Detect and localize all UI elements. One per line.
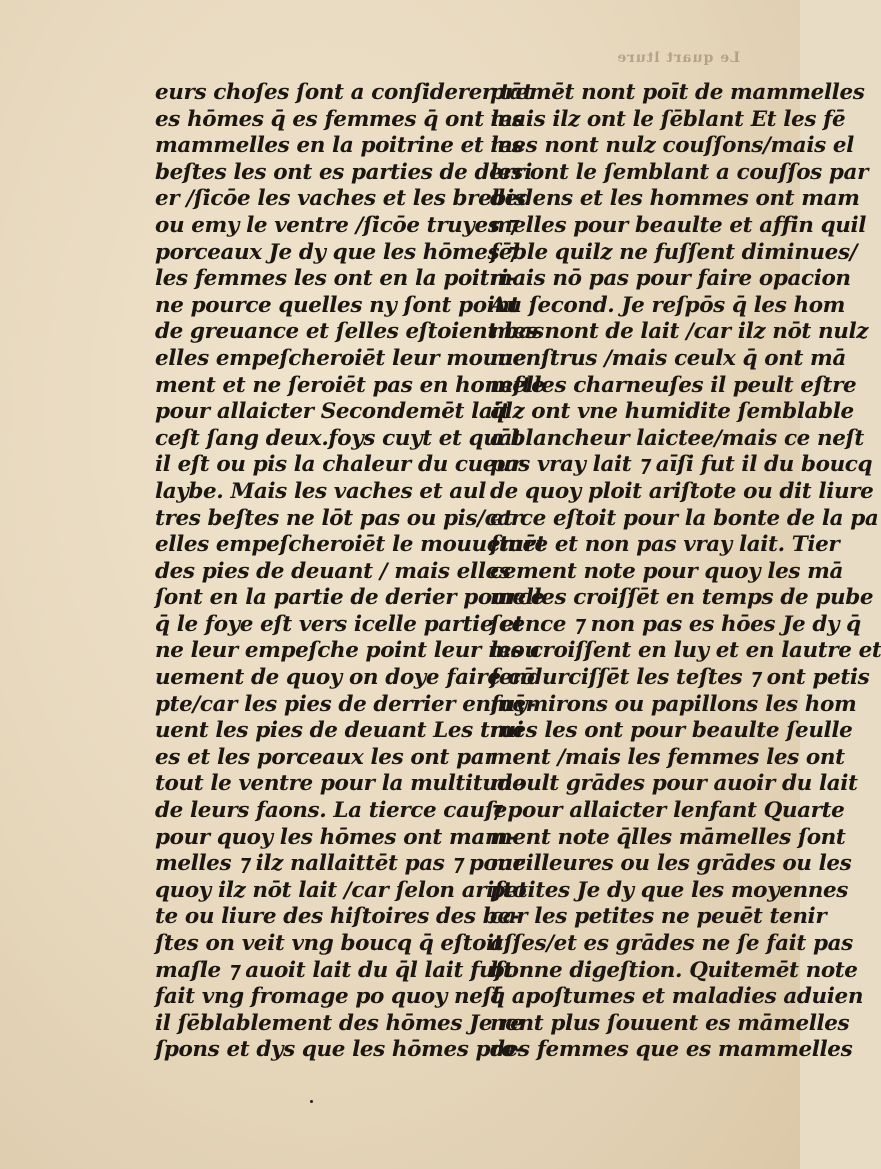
text-line: pte/car les pies de derrier enſuy- — [155, 691, 536, 717]
text-line: de greuance et ſelles eſtoient bas — [155, 319, 544, 345]
text-line: uement de quoy on doye faire cō — [155, 665, 535, 691]
text-line: ſpons et dys que les hōmes pro- — [155, 1037, 524, 1063]
text-line: ⁊ pour allaicter lenfant Quarte — [490, 798, 845, 824]
blank-lower-margin — [130, 800, 710, 1150]
text-line: ne pource quelles ny ſont point — [155, 292, 520, 318]
text-line: Au ſecond. Je reſpōs q̄ les hom — [490, 292, 846, 318]
text-line: menſtrus /mais ceulx q̄ ont mā — [490, 345, 846, 371]
text-line: tout le ventre pour la multitude — [155, 771, 526, 797]
text-line: uent les pies de deuant Les trui — [155, 718, 524, 744]
text-line: ou emy le ventre /ſicōe truyes ⁊ — [155, 212, 517, 238]
text-line: laybe. Mais les vaches et aul — [155, 478, 486, 504]
text-line: les croiſſent en luy et en lautre et — [490, 638, 881, 664]
text-line: petites Je dy que les moyennes — [490, 877, 848, 903]
text-line: es hōmes q̄ es femmes q̄ ont les — [155, 106, 524, 132]
text-line: nent plus ſouuent es māmelles — [490, 1010, 850, 1036]
text-line: mēmirons ou papillons les hom — [490, 691, 857, 717]
text-line: ſture et non pas vray lait. Tier — [490, 532, 840, 558]
text-line: melles croiſſēt en temps de pube — [490, 585, 874, 611]
text-line: q̄ le foye eſt vers icelle partie et — [155, 611, 524, 637]
text-line: car les petites ne peuēt tenir — [490, 904, 827, 930]
text-line: mais ilz ont le ſēblant Et les fē — [490, 106, 846, 132]
text-line: ment et ne ſeroiēt pas en honeſte — [155, 372, 545, 398]
text-line: pour allaicter Secondemēt lait — [155, 399, 510, 425]
text-line: es et les porceaux les ont par — [155, 744, 496, 770]
text-line: mes les ont pour beaulte ſeulle — [490, 718, 853, 744]
text-line: eurs choſes ſont a conſiderer tāt — [155, 80, 533, 105]
text-line: mes nont nulz couſſons/mais el — [490, 133, 854, 159]
text-line: des pies de deuant / mais elles — [155, 558, 511, 584]
text-line: ſcence ⁊ non pas es hōes Je dy q̄ — [490, 611, 861, 637]
text-line: maſle ⁊ auoit lait du q̄l lait fuſt — [155, 957, 513, 983]
text-line: q̄lz ont vne humidite ſemblable — [490, 399, 854, 425]
text-line: mammelles en la poitrine et les — [155, 133, 524, 159]
text-line: ſtes on veit vng boucq q̄ eſtoit — [155, 931, 504, 956]
text-line: pas vray lait ⁊ aīſi fut il du boucq — [490, 452, 873, 478]
text-line: et ce eſtoit pour la bonte de la pa — [490, 505, 879, 531]
text-line: les femmes les ont en la poitri- — [155, 266, 517, 292]
text-line: les ont le ſemblant a couſſos par — [490, 159, 869, 185]
text-line: elles empeſcheroiēt leur mouue — [155, 345, 527, 371]
text-line: q̄ apoſtumes et maladies aduien — [490, 984, 864, 1010]
text-line: fait vng fromage po quoy neſt — [155, 984, 501, 1010]
text-line: moult grādes pour auoir du lait — [490, 771, 858, 797]
text-line: cement note pour quoy les mā — [490, 558, 844, 584]
text-line: il eſt ou pis la chaleur du cueur — [155, 452, 523, 478]
text-line: melles charneuſes il peult eſtre — [490, 372, 857, 398]
text-line: quoy ilz nōt lait /car ſelon ariſto — [155, 877, 527, 903]
text-line: de leurs faons. La tierce cauſe — [155, 798, 507, 824]
text-line: meilleures ou les grādes ou les — [490, 851, 852, 877]
text-line: ſont en la partie de derier pource — [155, 585, 544, 611]
text-line: ment /mais les femmes les ont — [490, 744, 845, 770]
text-line: elles empeſcheroiēt le mouuemēt — [155, 532, 546, 558]
text-line: mes nont de lait /car ilz nōt nulz — [490, 319, 869, 345]
text-line: ſendurciſſēt les teſtes ⁊ ont petis — [490, 665, 870, 691]
text-line: ceſt ſang deux.foys cuyt et quāt — [155, 425, 522, 451]
text-line: aſſes/et es grādes ne ſe fait pas — [490, 931, 853, 956]
text-line: dedens et les hommes ont mam — [490, 186, 860, 212]
text-line: ment note q̄lles māmelles ſont — [490, 824, 846, 850]
text-line: tres beſtes ne lōt pas ou pis/car — [155, 505, 522, 531]
text-line: premēt nont poīt de mammelles — [490, 80, 865, 105]
ink-speck — [310, 1100, 313, 1103]
running-head-bleedthrough: Le quart lture — [616, 50, 740, 66]
text-line: de quoy ploit ariſtote ou dit liure — [490, 478, 874, 504]
text-line: te ou liure des hiſtoires des be- — [155, 904, 520, 930]
text-line: pour quoy les hōmes ont mam- — [155, 824, 516, 850]
text-line: bonne digeſtion. Quitemēt note — [490, 957, 858, 983]
text-line: porceaux Je dy que les hōmes ⁊ — [155, 239, 517, 265]
text-line: melles ⁊ ilz nallaittēt pas ⁊ pour — [155, 851, 524, 877]
text-line: ſēble quilz ne fuſſent diminues/ — [490, 239, 858, 265]
text-line: il ſēblablement des hōmes Je re — [155, 1010, 524, 1036]
text-line: er /ſicōe les vaches et les brebis — [155, 186, 526, 212]
text-line: mais nō pas pour faire opacion — [490, 266, 851, 292]
text-line: des femmes que es mammelles — [490, 1037, 853, 1063]
text-line: melles pour beaulte et affin quil — [490, 212, 866, 238]
text-line: a blancheur laictee/mais ce neſt — [490, 425, 864, 451]
text-line: ne leur empeſche point leur mou — [155, 638, 540, 664]
text-line: beſtes les ont es parties de derri — [155, 159, 533, 185]
